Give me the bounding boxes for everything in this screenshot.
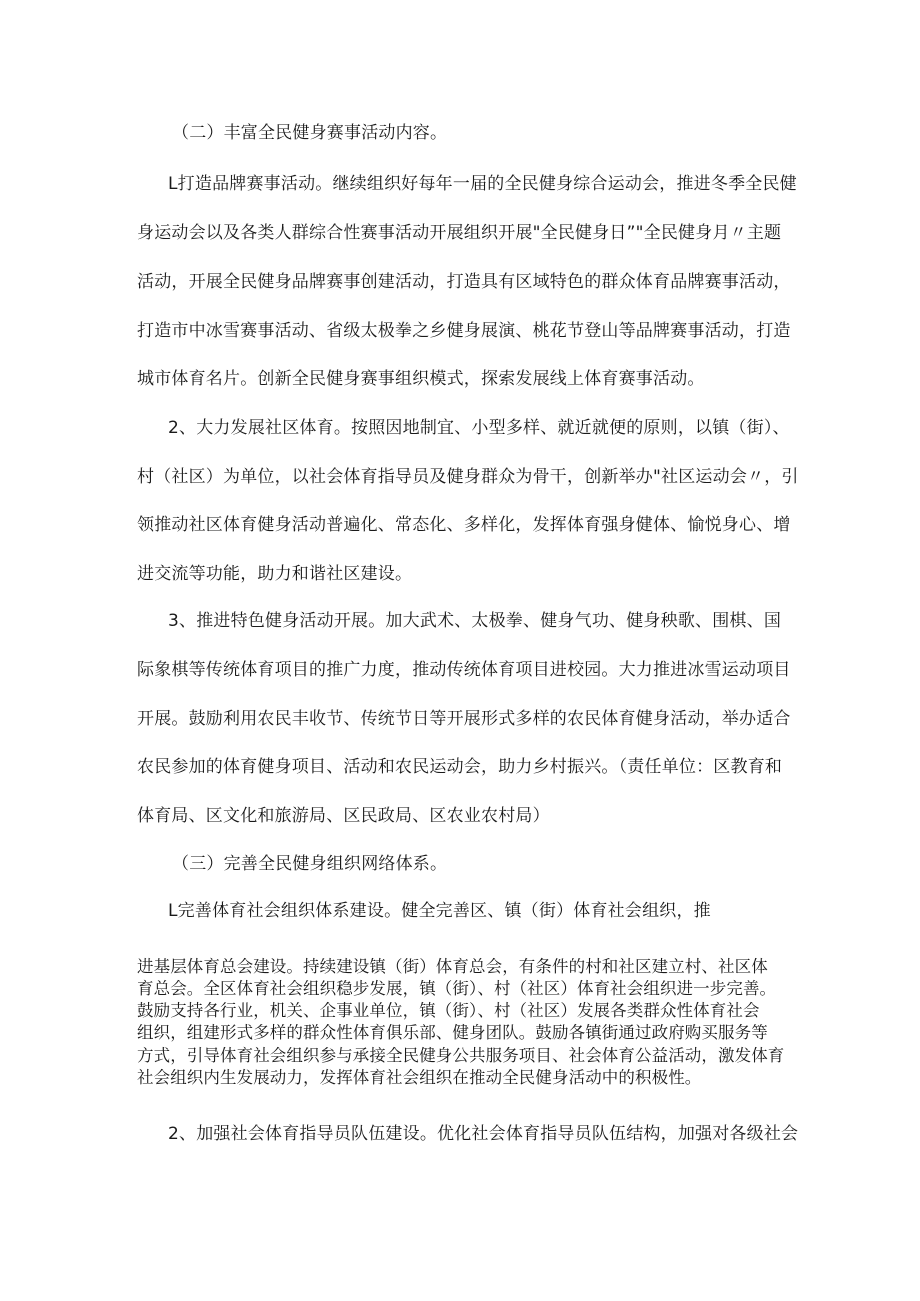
paragraph-line: 体育局、区文化和旅游局、区民政局、区农业农村局） [137, 806, 550, 826]
dense-paragraph-line: 进基层体育总会建设。持续建设镇（街）体育总会，有条件的村和社区建立村、社区体 [137, 957, 768, 976]
section-3-heading: （三）完善全民健身组织网络体系。 [172, 854, 448, 874]
paragraph-line: 际象棋等传统体育项目的推广力度，推动传统体育项目进校园。大力推进冰雪运动项目 [137, 660, 791, 680]
dense-paragraph-line: 鼓励支持各行业，机关、企事业单位，镇（街）、村（社区）发展各类群众性体育社会 [137, 1001, 760, 1020]
paragraph-line: 活动，开展全民健身品牌赛事创建活动，打造具有区域特色的群众体育品牌赛事活动， [137, 272, 791, 292]
paragraph-line: 2、加强社会体育指导员队伍建设。优化社会体育指导员队伍结构，加强对各级社会 [168, 1124, 799, 1144]
paragraph-line: L完善体育社会组织体系建设。健全完善区、镇（街）体育社会组织，推 [168, 901, 711, 921]
paragraph-line: 村（社区）为单位，以社会体育指导员及健身群众为骨干，创新举办"社区运动会〃，引 [137, 467, 799, 487]
paragraph-line: 农民参加的体育健身项目、活动和农民运动会，助力乡村振兴。（责任单位：区教育和 [137, 757, 783, 777]
paragraph-line: L打造品牌赛事活动。继续组织好每年一届的全民健身综合运动会，推进冬季全民健 [168, 174, 797, 194]
dense-paragraph-line: 育总会。全区体育社会组织稳步发展，镇（街）、村（社区）体育社会组织进一步完善。 [137, 979, 777, 998]
paragraph-line: 开展。鼓励利用农民丰收节、传统节日等开展形式多样的农民体育健身活动，举办适合 [137, 709, 791, 729]
paragraph-line: 进交流等功能，助力和谐社区建设。 [137, 564, 413, 584]
dense-paragraph-line: 方式，引导体育社会组织参与承接全民健身公共服务项目、社会体育公益活动，激发体育 [137, 1046, 785, 1065]
dense-paragraph-line: 组织，组建形式多样的群众性体育俱乐部、健身团队。鼓励各镇街通过政府购买服务等 [137, 1023, 768, 1042]
paragraph-line: 城市体育名片。创新全民健身赛事组织模式，探索发展线上体育赛事活动。 [137, 369, 705, 389]
paragraph-line: 领推动社区体育健身活动普遍化、常态化、多样化，发挥体育强身健体、愉悦身心、增 [137, 515, 791, 535]
paragraph-line: 打造市中冰雪赛事活动、省级太极拳之乡健身展演、桃花节登山等品牌赛事活动，打造 [137, 321, 791, 341]
section-2-heading: （二）丰富全民健身赛事活动内容。 [172, 123, 448, 143]
paragraph-line: 2、大力发展社区体育。按照因地制宜、小型多样、就近就便的原则，以镇（街）、 [168, 418, 790, 438]
paragraph-line: 3、推进特色健身活动开展。加大武术、太极拳、健身气功、健身秧歌、围棋、国 [168, 611, 782, 631]
dense-paragraph-line: 社会组织内生发展动力，发挥体育社会组织在推动全民健身活动中的积极性。 [137, 1068, 702, 1087]
paragraph-line: 身运动会以及各类人群综合性赛事活动开展组织开展"全民健身日”"全民健身月〃主题 [137, 223, 782, 243]
